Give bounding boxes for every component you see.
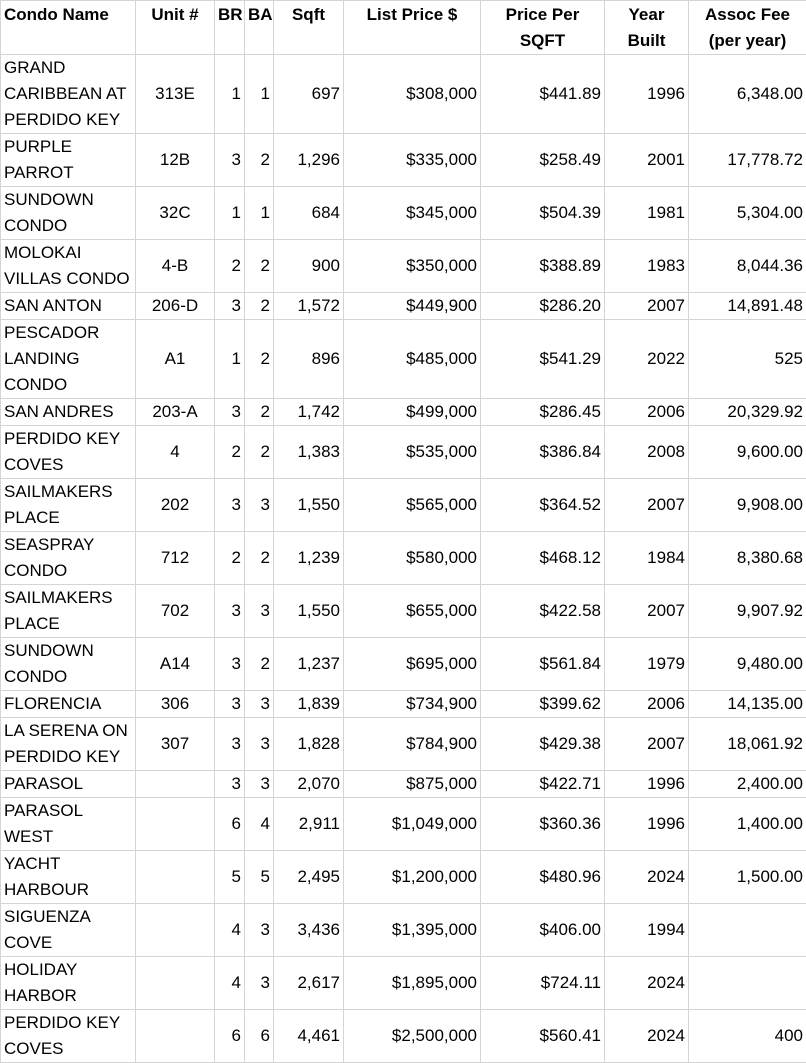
ba-cell: 2 [245, 134, 274, 187]
sqft-cell: 1,239 [274, 532, 344, 585]
table-row [1, 134, 806, 187]
table-row [1, 55, 806, 134]
br-cell: 2 [215, 426, 245, 479]
price-per-sqft-cell: $360.36 [481, 798, 605, 851]
condo-name-cell: SUNDOWN CONDO [1, 638, 136, 691]
sqft-cell: 1,742 [274, 399, 344, 426]
year-built-cell: 1996 [605, 798, 689, 851]
price-per-sqft-cell: $541.29 [481, 320, 605, 399]
unit-cell [136, 798, 215, 851]
condo-name-cell: SAN ANTON [1, 293, 136, 320]
ba-cell: 3 [245, 771, 274, 798]
table-row [1, 718, 806, 771]
condo-name-cell: SIGUENZA COVE [1, 904, 136, 957]
condo-name-cell: PERDIDO KEY COVES [1, 426, 136, 479]
assoc-fee-cell: 9,480.00 [689, 638, 806, 691]
assoc-fee-cell [689, 904, 806, 957]
assoc-fee-cell: 2,400.00 [689, 771, 806, 798]
list-price-cell: $485,000 [344, 320, 481, 399]
condo-name-cell: PARASOL [1, 771, 136, 798]
unit-cell [136, 771, 215, 798]
unit-cell: 307 [136, 718, 215, 771]
header-year-built: Year Built [605, 1, 689, 55]
br-cell: 3 [215, 479, 245, 532]
sqft-cell: 684 [274, 187, 344, 240]
assoc-fee-cell: 400 [689, 1010, 806, 1063]
sqft-cell: 1,237 [274, 638, 344, 691]
year-built-cell: 2008 [605, 426, 689, 479]
header-ba: BA [245, 1, 274, 55]
table-row [1, 904, 806, 957]
ba-cell: 2 [245, 399, 274, 426]
assoc-fee-cell: 5,304.00 [689, 187, 806, 240]
br-cell: 3 [215, 585, 245, 638]
price-per-sqft-cell: $429.38 [481, 718, 605, 771]
price-per-sqft-cell: $504.39 [481, 187, 605, 240]
year-built-cell: 1984 [605, 532, 689, 585]
unit-cell: 12B [136, 134, 215, 187]
list-price-cell: $580,000 [344, 532, 481, 585]
price-per-sqft-cell: $560.41 [481, 1010, 605, 1063]
unit-cell [136, 957, 215, 1010]
condo-name-cell: MOLOKAI VILLAS CONDO [1, 240, 136, 293]
condo-name-cell: PARASOL WEST [1, 798, 136, 851]
ba-cell: 3 [245, 904, 274, 957]
condo-name-cell: SAN ANDRES [1, 399, 136, 426]
table-row [1, 532, 806, 585]
year-built-cell: 2024 [605, 1010, 689, 1063]
header-condo-name: Condo Name [1, 1, 136, 55]
header-price-per-sqft: Price Per SQFT [481, 1, 605, 55]
br-cell: 3 [215, 638, 245, 691]
sqft-cell: 2,070 [274, 771, 344, 798]
assoc-fee-cell: 9,908.00 [689, 479, 806, 532]
price-per-sqft-cell: $468.12 [481, 532, 605, 585]
assoc-fee-cell: 525 [689, 320, 806, 399]
ba-cell: 1 [245, 55, 274, 134]
price-per-sqft-cell: $364.52 [481, 479, 605, 532]
price-per-sqft-cell: $724.11 [481, 957, 605, 1010]
sqft-cell: 4,461 [274, 1010, 344, 1063]
list-price-cell: $308,000 [344, 55, 481, 134]
table-row [1, 771, 806, 798]
condo-name-cell: SAILMAKERS PLACE [1, 479, 136, 532]
year-built-cell: 1981 [605, 187, 689, 240]
list-price-cell: $1,395,000 [344, 904, 481, 957]
sqft-cell: 3,436 [274, 904, 344, 957]
condo-name-cell: GRAND CARIBBEAN AT PERDIDO KEY [1, 55, 136, 134]
br-cell: 3 [215, 771, 245, 798]
sqft-cell: 1,839 [274, 691, 344, 718]
ba-cell: 6 [245, 1010, 274, 1063]
sqft-cell: 1,572 [274, 293, 344, 320]
sqft-cell: 697 [274, 55, 344, 134]
year-built-cell: 1996 [605, 55, 689, 134]
table-row [1, 399, 806, 426]
unit-cell: A1 [136, 320, 215, 399]
list-price-cell: $1,200,000 [344, 851, 481, 904]
assoc-fee-cell: 9,907.92 [689, 585, 806, 638]
list-price-cell: $1,049,000 [344, 798, 481, 851]
year-built-cell: 2007 [605, 479, 689, 532]
list-price-cell: $335,000 [344, 134, 481, 187]
ba-cell: 3 [245, 957, 274, 1010]
assoc-fee-cell: 20,329.92 [689, 399, 806, 426]
assoc-fee-cell: 8,044.36 [689, 240, 806, 293]
list-price-cell: $350,000 [344, 240, 481, 293]
br-cell: 1 [215, 55, 245, 134]
condo-name-cell: LA SERENA ON PERDIDO KEY [1, 718, 136, 771]
assoc-fee-cell: 17,778.72 [689, 134, 806, 187]
price-per-sqft-cell: $561.84 [481, 638, 605, 691]
table-row [1, 957, 806, 1010]
ba-cell: 4 [245, 798, 274, 851]
ba-cell: 3 [245, 585, 274, 638]
unit-cell [136, 1010, 215, 1063]
assoc-fee-cell: 6,348.00 [689, 55, 806, 134]
assoc-fee-cell: 18,061.92 [689, 718, 806, 771]
condo-name-cell: HOLIDAY HARBOR [1, 957, 136, 1010]
sqft-cell: 896 [274, 320, 344, 399]
list-price-cell: $535,000 [344, 426, 481, 479]
price-per-sqft-cell: $480.96 [481, 851, 605, 904]
br-cell: 5 [215, 851, 245, 904]
br-cell: 2 [215, 532, 245, 585]
unit-cell: 206-D [136, 293, 215, 320]
year-built-cell: 1983 [605, 240, 689, 293]
header-sqft: Sqft [274, 1, 344, 55]
table-row [1, 851, 806, 904]
table-row [1, 585, 806, 638]
ba-cell: 3 [245, 479, 274, 532]
header-br: BR [215, 1, 245, 55]
year-built-cell: 1994 [605, 904, 689, 957]
ba-cell: 1 [245, 187, 274, 240]
sqft-cell: 1,550 [274, 585, 344, 638]
year-built-cell: 2006 [605, 399, 689, 426]
ba-cell: 2 [245, 532, 274, 585]
condo-name-cell: YACHT HARBOUR [1, 851, 136, 904]
assoc-fee-cell: 14,135.00 [689, 691, 806, 718]
year-built-cell: 2007 [605, 718, 689, 771]
ba-cell: 2 [245, 293, 274, 320]
year-built-cell: 2006 [605, 691, 689, 718]
list-price-cell: $655,000 [344, 585, 481, 638]
list-price-cell: $875,000 [344, 771, 481, 798]
price-per-sqft-cell: $399.62 [481, 691, 605, 718]
sqft-cell: 2,495 [274, 851, 344, 904]
price-per-sqft-cell: $386.84 [481, 426, 605, 479]
table-body [1, 55, 806, 1063]
br-cell: 3 [215, 134, 245, 187]
unit-cell: 202 [136, 479, 215, 532]
unit-cell: 4 [136, 426, 215, 479]
year-built-cell: 2024 [605, 957, 689, 1010]
list-price-cell: $734,900 [344, 691, 481, 718]
br-cell: 6 [215, 1010, 245, 1063]
unit-cell: 712 [136, 532, 215, 585]
sqft-cell: 2,911 [274, 798, 344, 851]
condo-name-cell: PURPLE PARROT [1, 134, 136, 187]
assoc-fee-cell: 9,600.00 [689, 426, 806, 479]
ba-cell: 2 [245, 240, 274, 293]
price-per-sqft-cell: $258.49 [481, 134, 605, 187]
sqft-cell: 2,617 [274, 957, 344, 1010]
ba-cell: 5 [245, 851, 274, 904]
sqft-cell: 1,828 [274, 718, 344, 771]
br-cell: 3 [215, 399, 245, 426]
sqft-cell: 1,550 [274, 479, 344, 532]
table-row [1, 479, 806, 532]
condo-name-cell: SAILMAKERS PLACE [1, 585, 136, 638]
sqft-cell: 900 [274, 240, 344, 293]
header-unit: Unit # [136, 1, 215, 55]
br-cell: 4 [215, 957, 245, 1010]
header-list-price: List Price $ [344, 1, 481, 55]
list-price-cell: $695,000 [344, 638, 481, 691]
year-built-cell: 2024 [605, 851, 689, 904]
assoc-fee-cell: 1,500.00 [689, 851, 806, 904]
ba-cell: 3 [245, 718, 274, 771]
price-per-sqft-cell: $286.20 [481, 293, 605, 320]
unit-cell: 313E [136, 55, 215, 134]
price-per-sqft-cell: $422.58 [481, 585, 605, 638]
table-row [1, 426, 806, 479]
unit-cell: 4-B [136, 240, 215, 293]
year-built-cell: 2007 [605, 585, 689, 638]
condo-name-cell: PERDIDO KEY COVES [1, 1010, 136, 1063]
price-per-sqft-cell: $422.71 [481, 771, 605, 798]
list-price-cell: $345,000 [344, 187, 481, 240]
table-row [1, 1010, 806, 1063]
list-price-cell: $499,000 [344, 399, 481, 426]
table-row [1, 240, 806, 293]
year-built-cell: 2022 [605, 320, 689, 399]
br-cell: 3 [215, 293, 245, 320]
ba-cell: 2 [245, 426, 274, 479]
table-row [1, 187, 806, 240]
table-row [1, 798, 806, 851]
ba-cell: 3 [245, 691, 274, 718]
header-assoc-fee: Assoc Fee (per year) [689, 1, 806, 55]
table-row [1, 691, 806, 718]
ba-cell: 2 [245, 320, 274, 399]
table-row [1, 638, 806, 691]
sqft-cell: 1,383 [274, 426, 344, 479]
br-cell: 6 [215, 798, 245, 851]
sqft-cell: 1,296 [274, 134, 344, 187]
condo-name-cell: PESCADOR LANDING CONDO [1, 320, 136, 399]
unit-cell: 702 [136, 585, 215, 638]
list-price-cell: $1,895,000 [344, 957, 481, 1010]
assoc-fee-cell [689, 957, 806, 1010]
header-row [1, 1, 806, 55]
year-built-cell: 2001 [605, 134, 689, 187]
year-built-cell: 2007 [605, 293, 689, 320]
assoc-fee-cell: 14,891.48 [689, 293, 806, 320]
year-built-cell: 1979 [605, 638, 689, 691]
br-cell: 2 [215, 240, 245, 293]
br-cell: 3 [215, 691, 245, 718]
assoc-fee-cell: 8,380.68 [689, 532, 806, 585]
list-price-cell: $2,500,000 [344, 1010, 481, 1063]
price-per-sqft-cell: $286.45 [481, 399, 605, 426]
br-cell: 3 [215, 718, 245, 771]
price-per-sqft-cell: $406.00 [481, 904, 605, 957]
table-row [1, 293, 806, 320]
condo-name-cell: SEASPRAY CONDO [1, 532, 136, 585]
unit-cell [136, 851, 215, 904]
list-price-cell: $565,000 [344, 479, 481, 532]
unit-cell: A14 [136, 638, 215, 691]
unit-cell: 306 [136, 691, 215, 718]
unit-cell [136, 904, 215, 957]
table-row [1, 320, 806, 399]
ba-cell: 2 [245, 638, 274, 691]
year-built-cell: 1996 [605, 771, 689, 798]
condo-name-cell: SUNDOWN CONDO [1, 187, 136, 240]
assoc-fee-cell: 1,400.00 [689, 798, 806, 851]
list-price-cell: $449,900 [344, 293, 481, 320]
unit-cell: 203-A [136, 399, 215, 426]
br-cell: 1 [215, 187, 245, 240]
br-cell: 1 [215, 320, 245, 399]
price-per-sqft-cell: $388.89 [481, 240, 605, 293]
br-cell: 4 [215, 904, 245, 957]
unit-cell: 32C [136, 187, 215, 240]
list-price-cell: $784,900 [344, 718, 481, 771]
condo-name-cell: FLORENCIA [1, 691, 136, 718]
price-per-sqft-cell: $441.89 [481, 55, 605, 134]
